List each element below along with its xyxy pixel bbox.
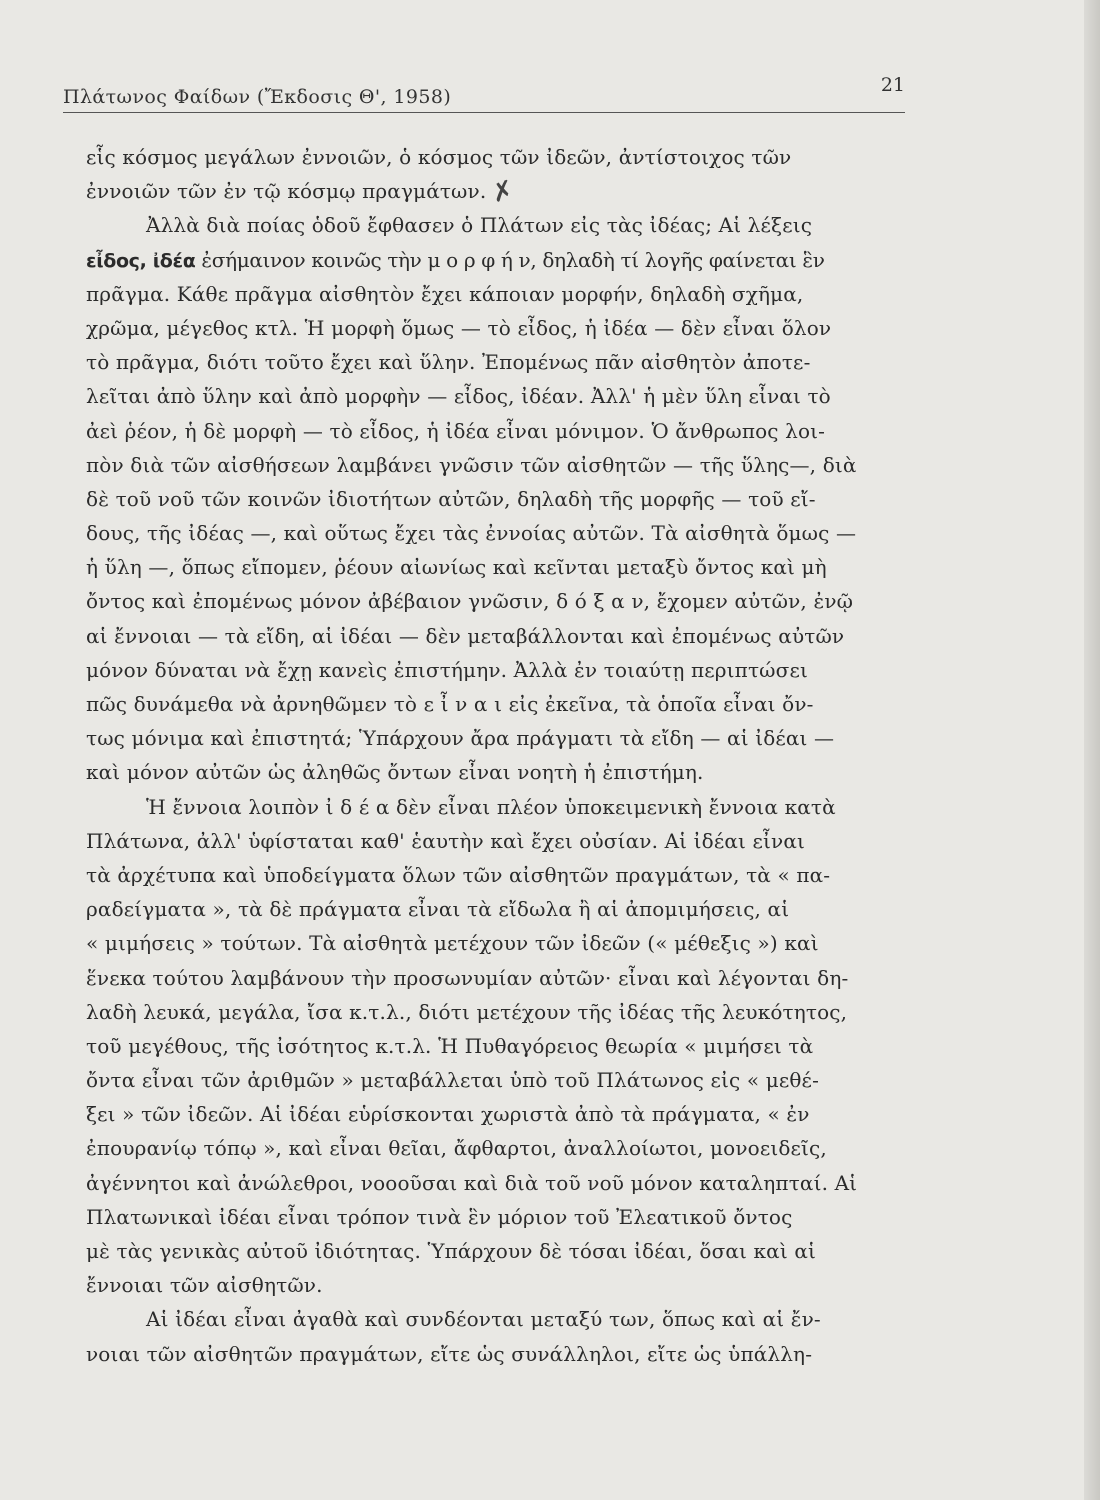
text-line <box>86 243 936 277</box>
page-number: 21 <box>880 74 905 96</box>
text-line: Πλατωνικαὶ ἰδέαι εἶναι τρόπον τινὰ ἓν μόριον τοῦ Ἐλεατικοῦ ὄντος <box>86 1204 793 1229</box>
text-line: καὶ μόνον αὐτῶν ὡς ἀληθῶς ὄντων εἶναι νοητὴ ἡ ἐπιστήμη. <box>86 760 704 785</box>
text-line: τὸ πρᾶγμα, διότι τοῦτο ἔχει καὶ ὕλην. Ἐπομένως πᾶν αἰσθητὸν ἀποτε- <box>86 350 811 375</box>
text-line-with-mark <box>86 174 936 208</box>
text-line: τοῦ μεγέθους, τῆς ἰσότητος κ.τ.λ. Ἡ Πυθαγόρειος θεωρία « μιμήσει τὰ <box>86 1033 814 1058</box>
handwritten-check-icon: ✗ <box>488 174 518 210</box>
text-line-content: ἐννοιῶν τῶν ἐν τῷ κόσμῳ πραγμάτων. <box>86 179 487 204</box>
text-line: ἀεὶ ῥέον, ἡ δὲ μορφὴ — τὸ εἶδος, ἡ ἰδέα εἶναι μόνιμον. Ὁ ἄνθρωπος λοι- <box>86 418 826 443</box>
text-line: ξει » τῶν ἰδεῶν. Αἱ ἰδέαι εὑρίσκονται χωριστὰ ἀπὸ τὰ πράγματα, « ἐν <box>86 1102 810 1127</box>
text-line: ραδείγματα », τὰ δὲ πράγματα εἶναι τὰ εἴδωλα ἢ αἱ ἀπομιμήσεις, αἱ <box>86 897 790 922</box>
text-line: εἷς κόσμος μεγάλων ἐννοιῶν, ὁ κόσμος τῶν ἰδεῶν, ἀντίστοιχος τῶν <box>86 145 792 169</box>
text-line: δους, τῆς ἰδέας —, καὶ οὕτως ἔχει τὰς ἐννοίας αὐτῶν. Τὰ αἰσθητὰ ὅμως — <box>86 521 857 546</box>
text-line: πῶς δυνάμεθα νὰ ἀρνηθῶμεν τὸ ε ἶ ν α ι εἰς ἐκεῖνα, τὰ ὁποῖα εἶναι ὄν- <box>86 692 814 716</box>
text-line: λεῖται ἀπὸ ὕλην καὶ ἀπὸ μορφὴν — εἶδος, ἰδέαν. Ἀλλ' ἡ μὲν ὕλη εἶναι τὸ <box>86 384 831 409</box>
text-line: δὲ τοῦ νοῦ τῶν κοινῶν ἰδιοτήτων αὐτῶν, δηλαδὴ τῆς μορφῆς — τοῦ εἴ- <box>86 486 816 511</box>
text-line-content: ἐσήμαινον κοινῶς τὴν μ ο ρ φ ή ν, δηλαδὴ τί λογῆς φαίνεται ἓν <box>195 247 825 272</box>
text-line: ἡ ὕλη —, ὅπως εἴπομεν, ῥέουν αἰωνίως καὶ κεῖνται μεταξὺ ὄντος καὶ μὴ <box>86 555 827 580</box>
running-head: Πλάτωνος Φαίδων (Ἔκδοσις Θ', 1958) <box>63 86 452 108</box>
text-line: πρᾶγμα. Κάθε πρᾶγμα αἰσθητὸν ἔχει κάποιαν μορφήν, δηλαδὴ σχῆμα, <box>86 281 804 306</box>
text-line: Πλάτωνα, ἀλλ' ὑφίσταται καθ' ἑαυτὴν καὶ ἔχει οὐσίαν. Αἱ ἰδέαι εἶναι <box>86 828 805 853</box>
text-line: ἔννοιαι τῶν αἰσθητῶν. <box>86 1273 323 1298</box>
text-line: πὸν διὰ τῶν αἰσθήσεων λαμβάνει γνῶσιν τῶν αἰσθητῶν — τῆς ὕλης—, διὰ <box>86 452 857 477</box>
text-line: ὄντα εἶναι τῶν ἀριθμῶν » μεταβάλλεται ὑπὸ τοῦ Πλάτωνος εἰς « μεθέ- <box>86 1068 819 1093</box>
page-edge <box>1084 0 1100 1500</box>
text-line: αἱ ἔννοιαι — τὰ εἴδη, αἱ ἰδέαι — δὲν μεταβάλλονται καὶ ἐπομένως αὐτῶν <box>86 623 845 648</box>
text-line: μὲ τὰς γενικὰς αὐτοῦ ἰδιότητας. Ὑπάρχουν δὲ τόσαι ἰδέαι, ὅσαι καὶ αἱ <box>86 1239 816 1263</box>
page-header <box>63 74 905 113</box>
text-line: λαδὴ λευκά, μεγάλα, ἴσα κ.τ.λ., διότι μετέχουν τῆς ἰδέας τῆς λευκότητος, <box>86 999 848 1024</box>
text-line: χρῶμα, μέγεθος κτλ. Ἡ μορφὴ ὅμως — τὸ εἶδος, ἡ ἰδέα — δὲν εἶναι ὅλον <box>86 315 832 340</box>
body-text <box>86 140 936 1371</box>
text-line: ἕνεκα τούτου λαμβάνουν τὴν προσωνυμίαν αὐτῶν· εἶναι καὶ λέγονται δη- <box>86 965 849 990</box>
text-line: Αἱ ἰδέαι εἶναι ἀγαθὰ καὶ συνδέονται μεταξύ των, ὅπως καὶ αἱ ἔν- <box>146 1307 821 1332</box>
text-line: ἀγέννητοι καὶ ἀνώλεθροι, νοοοῦσαι καὶ διὰ τοῦ νοῦ μόνον καταληπταί. Αἱ <box>86 1170 858 1195</box>
text-line: νοιαι τῶν αἰσθητῶν πραγμάτων, εἴτε ὡς συνάλληλοι, εἴτε ὡς ὑπάλλη- <box>86 1341 813 1366</box>
text-line: τως μόνιμα καὶ ἐπιστητά; Ὑπάρχουν ἄρα πράγματι τὰ εἴδη — αἱ ἰδέαι — <box>86 726 835 751</box>
text-line: Ἀλλὰ διὰ ποίας ὁδοῦ ἔφθασεν ὁ Πλάτων εἰς τὰς ἰδέας; Αἱ λέξεις <box>146 213 813 238</box>
text-line: « μιμήσεις » τούτων. Τὰ αἰσθητὰ μετέχουν τῶν ἰδεῶν (« μέθεξις ») καὶ <box>86 931 819 956</box>
text-line: ἐπουρανίῳ τόπῳ », καὶ εἶναι θεῖαι, ἄφθαρτοι, ἀναλλοίωτοι, μονοειδεῖς, <box>86 1136 827 1161</box>
text-line: Ἡ ἔννοια λοιπὸν ἰ δ έ α δὲν εἶναι πλέον ὑποκειμενικὴ ἔννοια κατὰ <box>146 794 836 819</box>
text-line: ὄντος καὶ ἐπομένως μόνον ἀβέβαιον γνῶσιν, δ ό ξ α ν, ἔχομεν αὐτῶν, ἐνῷ <box>86 589 854 614</box>
bold-term: εἶδος, ἰδέα <box>86 249 196 272</box>
text-line: μόνον δύναται νὰ ἔχῃ κανεὶς ἐπιστήμην. Ἀλλὰ ἐν τοιαύτῃ περιπτώσει <box>86 657 808 682</box>
text-line: τὰ ἀρχέτυπα καὶ ὑποδείγματα ὅλων τῶν αἰσθητῶν πραγμάτων, τὰ « πα- <box>86 862 831 887</box>
